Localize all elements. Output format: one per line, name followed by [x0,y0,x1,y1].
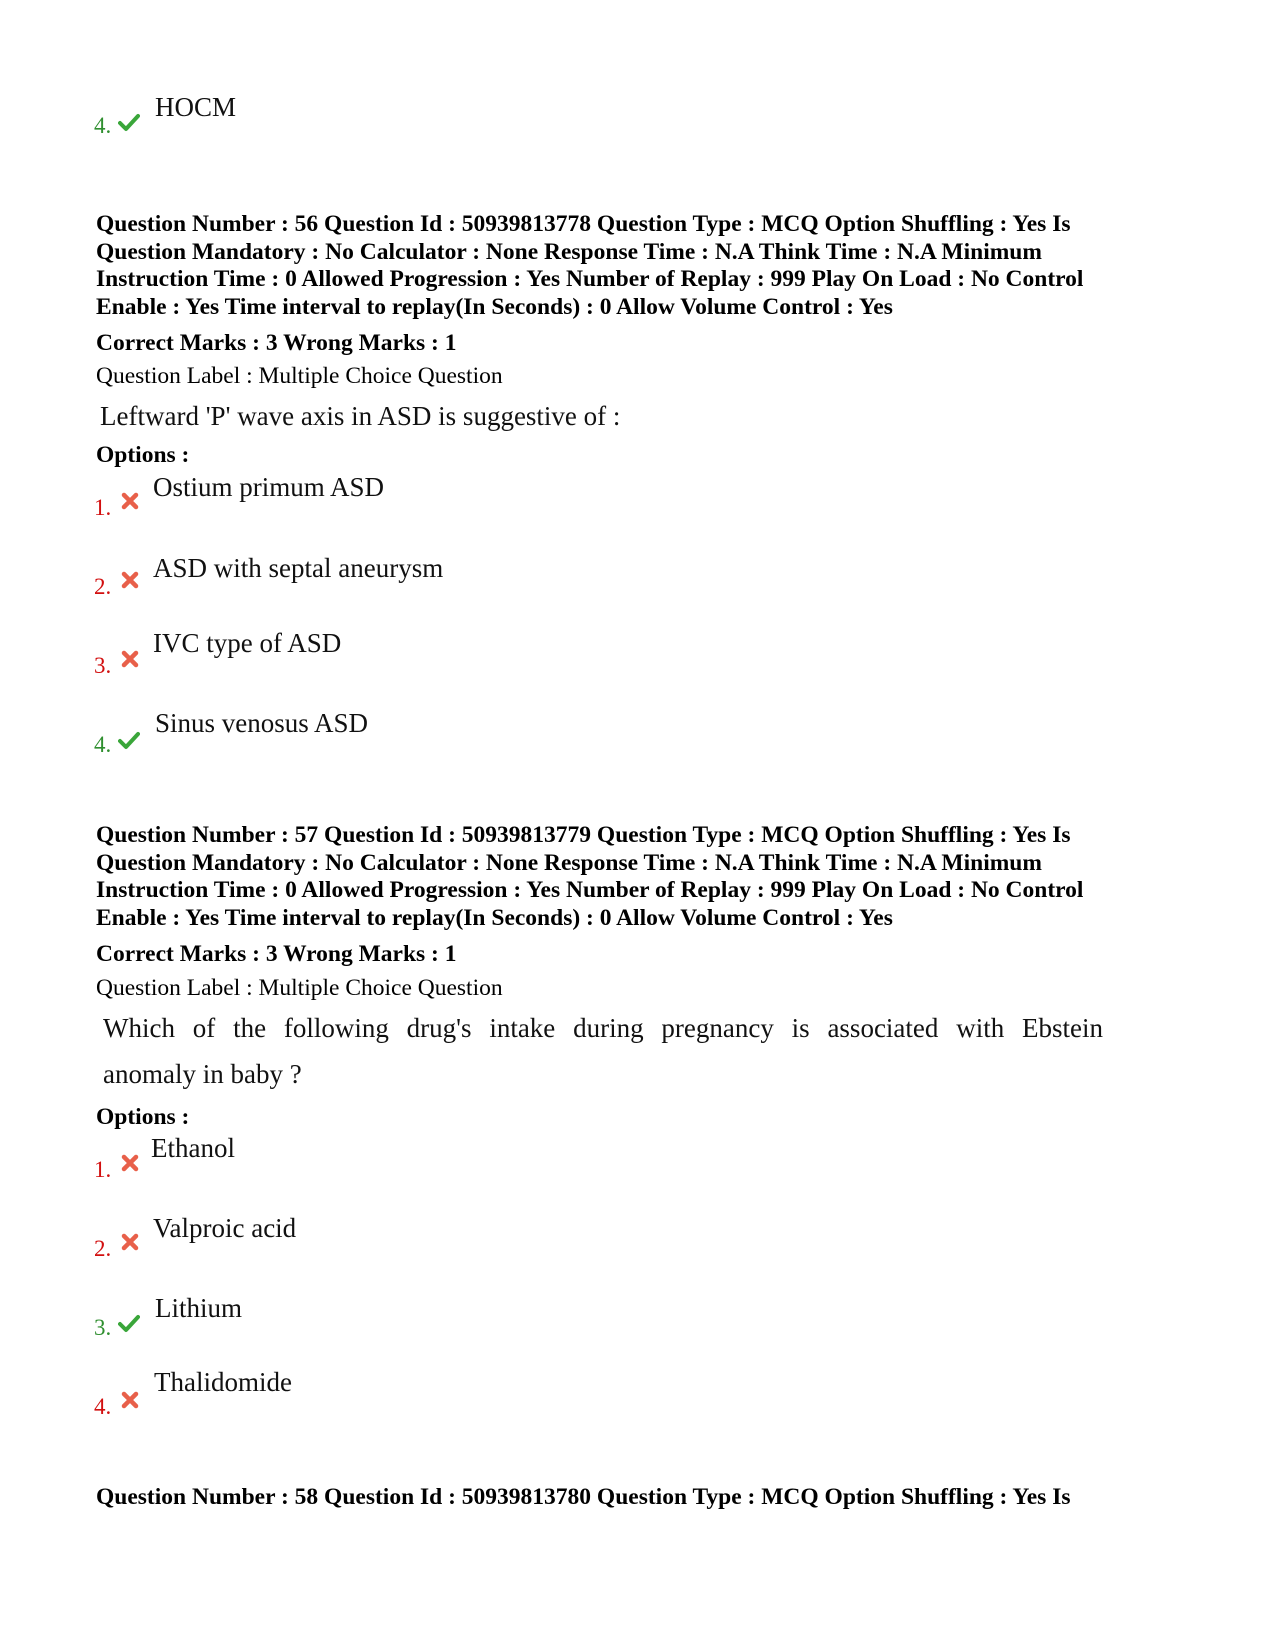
question-text-line: Which of the following drug's intake during pregnancy is associated with Ebstein [103,1013,1103,1043]
option-text: Sinus venosus ASD [155,708,369,738]
option-text: ASD with septal aneurysm [153,553,444,583]
question-metadata [96,211,1176,322]
option-number: 2. [94,1236,112,1261]
cross-icon [119,648,141,670]
question-text: Leftward 'P' wave axis in ASD is suggestive of : [100,401,621,431]
meta-line: Question Number : 57 Question Id : 50939813779 Question Type : MCQ Option Shuffling : Yes Is [96,822,1071,848]
question-metadata [96,1484,1176,1512]
option-number: 4. [94,1394,112,1419]
options-heading: Options : [96,442,190,468]
question-metadata [96,822,1176,933]
option-number: 3. [94,653,112,678]
option-number: 3. [94,1315,112,1340]
question-text-line: anomaly in baby ? [103,1059,302,1089]
option-number: 4. [94,732,112,757]
meta-line: Enable : Yes Time interval to replay(In Seconds) : 0 Allow Volume Control : Yes [96,905,893,932]
checkmark-icon [118,729,140,751]
question-marks: Correct Marks : 3 Wrong Marks : 1 [96,330,457,356]
option-text: HOCM [155,92,237,122]
meta-line: Question Mandatory : No Calculator : None Response Time : N.A Think Time : N.A Minimum [96,238,1042,265]
meta-line: Enable : Yes Time interval to replay(In Seconds) : 0 Allow Volume Control : Yes [96,294,893,321]
checkmark-icon [118,1312,140,1334]
option-text: Lithium [155,1293,242,1323]
option-text: Thalidomide [154,1367,292,1397]
cross-icon [119,1152,141,1174]
cross-icon [119,1389,141,1411]
question-marks: Correct Marks : 3 Wrong Marks : 1 [96,941,457,967]
cross-icon [119,1231,141,1253]
option-text: Ethanol [151,1133,235,1163]
meta-line: Instruction Time : 0 Allowed Progression : Yes Number of Replay : 999 Play On Load : No Control [96,266,1084,293]
meta-line: Question Mandatory : No Calculator : None Response Time : N.A Think Time : N.A Minimum [96,849,1042,876]
options-heading: Options : [96,1104,190,1130]
meta-line: Instruction Time : 0 Allowed Progression : Yes Number of Replay : 999 Play On Load : No Control [96,877,1084,904]
option-number: 2. [94,574,112,599]
question-label: Question Label : Multiple Choice Question [96,975,503,1001]
option-number: 4. [94,113,112,138]
cross-icon [119,569,141,591]
cross-icon [119,490,141,512]
option-text: Ostium primum ASD [153,472,385,502]
option-text: IVC type of ASD [153,628,342,658]
option-number: 1. [94,1157,112,1182]
checkmark-icon [118,111,140,133]
option-text: Valproic acid [153,1213,297,1243]
option-number: 1. [94,495,112,520]
meta-line: Question Number : 58 Question Id : 50939813780 Question Type : MCQ Option Shuffling : Yes Is [96,1484,1071,1510]
meta-line: Question Number : 56 Question Id : 50939813778 Question Type : MCQ Option Shuffling : Yes Is [96,211,1071,237]
question-label: Question Label : Multiple Choice Question [96,363,503,389]
